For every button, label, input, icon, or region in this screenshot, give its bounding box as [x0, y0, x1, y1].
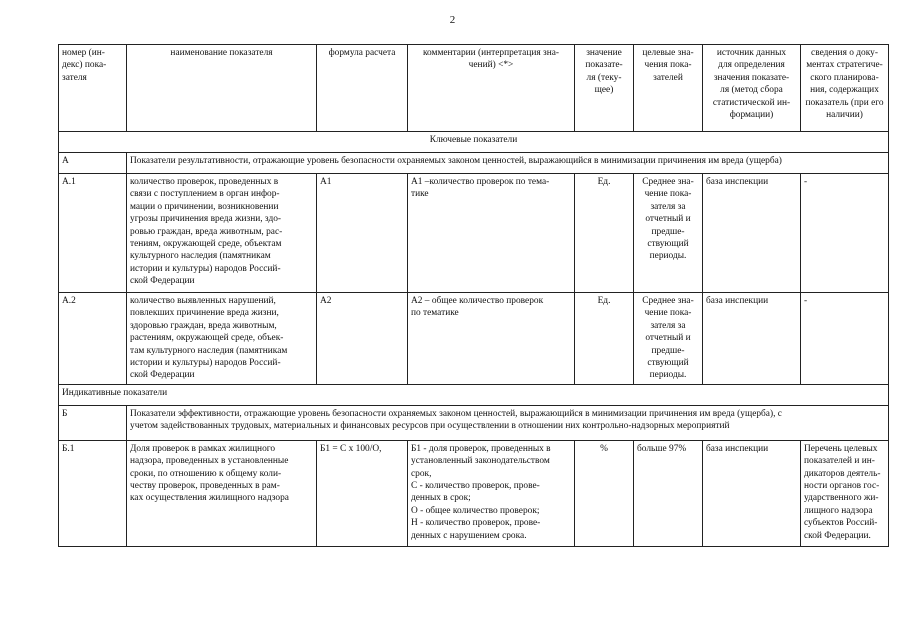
cell-comment: А2 – общее количество проверок по тематике [408, 293, 575, 385]
group-a-text: Показатели результативности, отражающие уровень безопасности охраняемых законом ценностей, выражающийся в минимизации причинения им вреда (ущерба) [127, 153, 889, 174]
indicators-table [58, 44, 889, 547]
header-formula: формула расчета [317, 45, 408, 132]
section-indicative-title: Индикативные показатели [59, 384, 889, 405]
group-row-b [59, 405, 889, 440]
table-row [59, 174, 889, 293]
cell-comment: Б1 - доля проверок, проведенных в установленный законодательством срок, С - количество проверок, прове- денных в срок; О - общее количество проверок; Н - количество проверок, прове- денных с нарушением срока. [408, 440, 575, 546]
cell-code: А.1 [59, 174, 127, 293]
cell-name: количество проверок, проведенных в связи с поступлением в орган инфор- мации о причинении, возникновении угрозы причинения вреда жизни, здо- ровью граждан, вреда животным, рас- тениям, окружающей среде, объектам культурного наследия (памятникам истории и культуры) народов Россий- ской Федерации [127, 174, 317, 293]
cell-unit: Ед. [575, 293, 634, 385]
group-row-a [59, 153, 889, 174]
group-b-text: Показатели эффективности, отражающие уровень безопасности охраняемых законом ценностей, выражающийся в минимизации причинения им вреда (ущерба), с учетом задействованных трудовых, материальных и финансовых ресурсов при осуществлении в отношении них контрольно-надзорных мероприятий [127, 405, 889, 440]
cell-formula: А2 [317, 293, 408, 385]
header-index: номер (ин- декс) пока- зателя [59, 45, 127, 132]
cell-unit: Ед. [575, 174, 634, 293]
header-strategic-docs: сведения о доку- ментах стратегиче- ского планирова- ния, содержащих показатель (при его наличии) [801, 45, 889, 132]
cell-source: база инспекции [703, 440, 801, 546]
section-key-title: Ключевые показатели [59, 132, 889, 153]
cell-docs: - [801, 293, 889, 385]
cell-code: А.2 [59, 293, 127, 385]
cell-source: база инспекции [703, 174, 801, 293]
cell-docs: Перечень целевых показателей и ин- дикаторов деятель- ности органов гос- ударственного жи- лищного надзора субъектов Россий- ской Федерации. [801, 440, 889, 546]
cell-code: Б.1 [59, 440, 127, 546]
cell-formula: А1 [317, 174, 408, 293]
header-data-source: источник данных для определения значения показате- ля (метод сбора статистической ин- формации) [703, 45, 801, 132]
group-b-code: Б [59, 405, 127, 440]
cell-name: количество выявленных нарушений, повлекших причинение вреда жизни, здоровью граждан, вреда животным, растениям, окружающей среде, объек- там культурного наследия (памятникам истории и культуры) народов Россий- ской Федерации [127, 293, 317, 385]
header-name: наименование показателя [127, 45, 317, 132]
cell-docs: - [801, 174, 889, 293]
cell-target: больше 97% [634, 440, 703, 546]
table-row [59, 293, 889, 385]
cell-unit: % [575, 440, 634, 546]
header-comment: комментарии (интерпретация зна- чений) <*> [408, 45, 575, 132]
page-number: 2 [449, 14, 456, 26]
header-current-value: значение показате- ля (теку- щее) [575, 45, 634, 132]
table-header-row [59, 45, 889, 132]
cell-comment: А1 –количество проверок по тема- тике [408, 174, 575, 293]
cell-target: Среднее зна- чение пока- зателя за отчетный и предше- ствующий периоды. [634, 293, 703, 385]
cell-source: база инспекции [703, 293, 801, 385]
cell-name: Доля проверок в рамках жилищного надзора, проведенных в установленные сроки, по отношению к общему коли- честву проверок, проведенных в рам- ках осуществления жилищного надзора [127, 440, 317, 546]
table-row [59, 440, 889, 546]
group-a-code: А [59, 153, 127, 174]
cell-target: Среднее зна- чение пока- зателя за отчетный и предше- ствующий периоды. [634, 174, 703, 293]
header-target-value: целевые зна- чения пока- зателей [634, 45, 703, 132]
section-row-indicative [59, 384, 889, 405]
section-row-key [59, 132, 889, 153]
cell-formula: Б1 = С х 100/О, [317, 440, 408, 546]
